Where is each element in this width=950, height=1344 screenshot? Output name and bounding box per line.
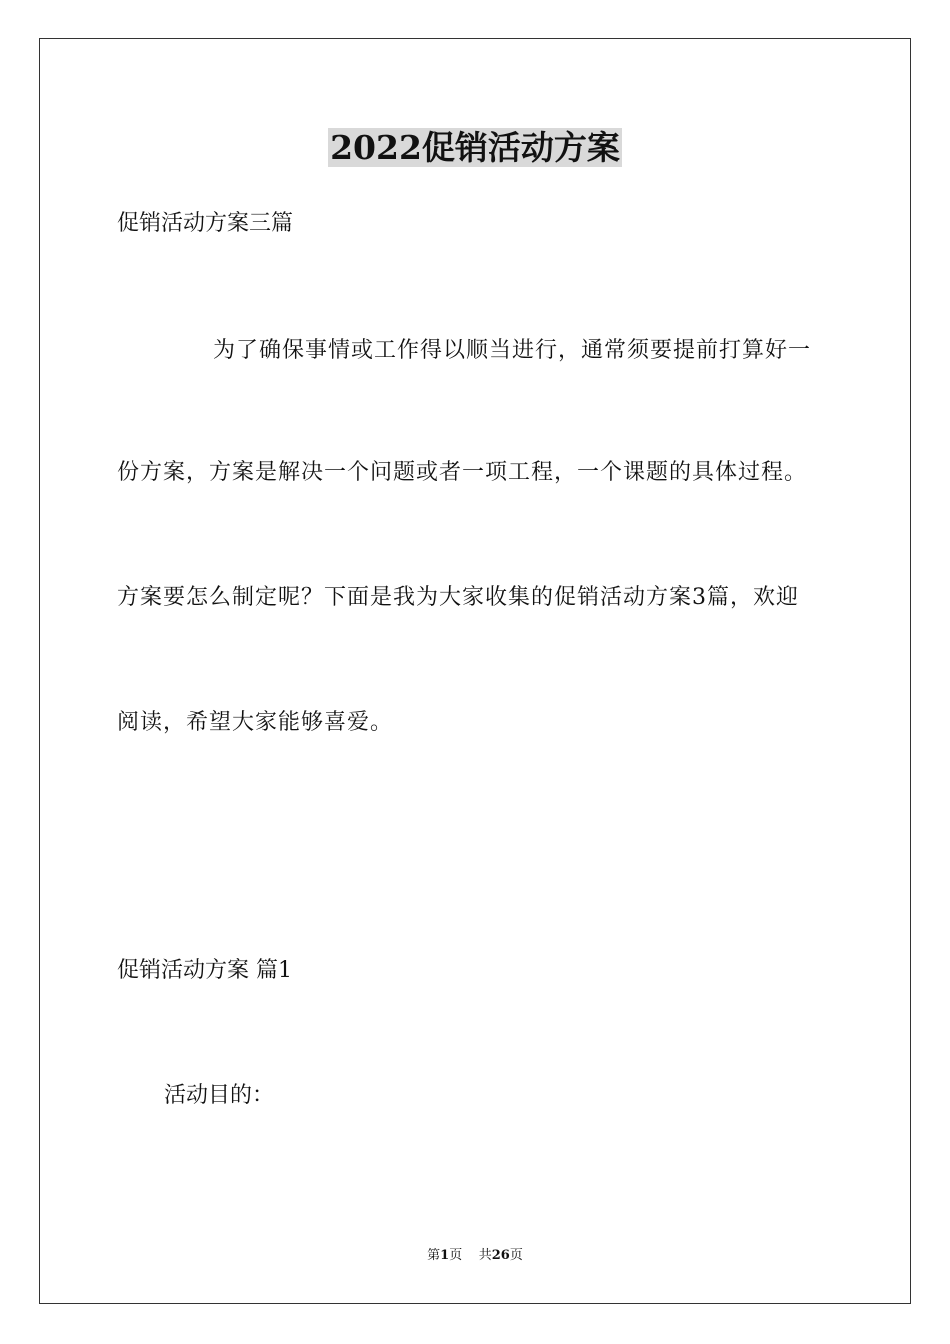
section-heading: 促销活动方案 篇1 — [117, 958, 292, 983]
footer-page-number: 1 — [440, 1248, 450, 1263]
document-subtitle: 促销活动方案三篇 — [117, 211, 294, 236]
footer-total-pages: 26 — [491, 1248, 510, 1263]
document-title — [0, 126, 950, 170]
intro-line-2: 份方案，方案是解决一个问题或者一项工程，一个课题的具体过程。 — [117, 460, 808, 485]
intro-line-4: 阅读，希望大家能够喜爱。 — [117, 710, 394, 735]
page-footer — [0, 1247, 950, 1265]
footer-total-suffix: 页 — [509, 1248, 523, 1263]
document-title-text: 2022促销活动方案 — [330, 128, 620, 167]
footer-page-suffix: 页 — [449, 1248, 463, 1263]
intro-line-3: 方案要怎么制定呢？下面是我为大家收集的促销活动方案3篇，欢迎 — [117, 585, 799, 610]
intro-line-1: 为了确保事情或工作得以顺当进行，通常须要提前打算好一 — [213, 338, 812, 363]
footer-total-prefix: 共 — [478, 1248, 492, 1263]
footer-page-prefix: 第 — [427, 1248, 441, 1263]
section-item: 活动目的： — [164, 1083, 275, 1108]
